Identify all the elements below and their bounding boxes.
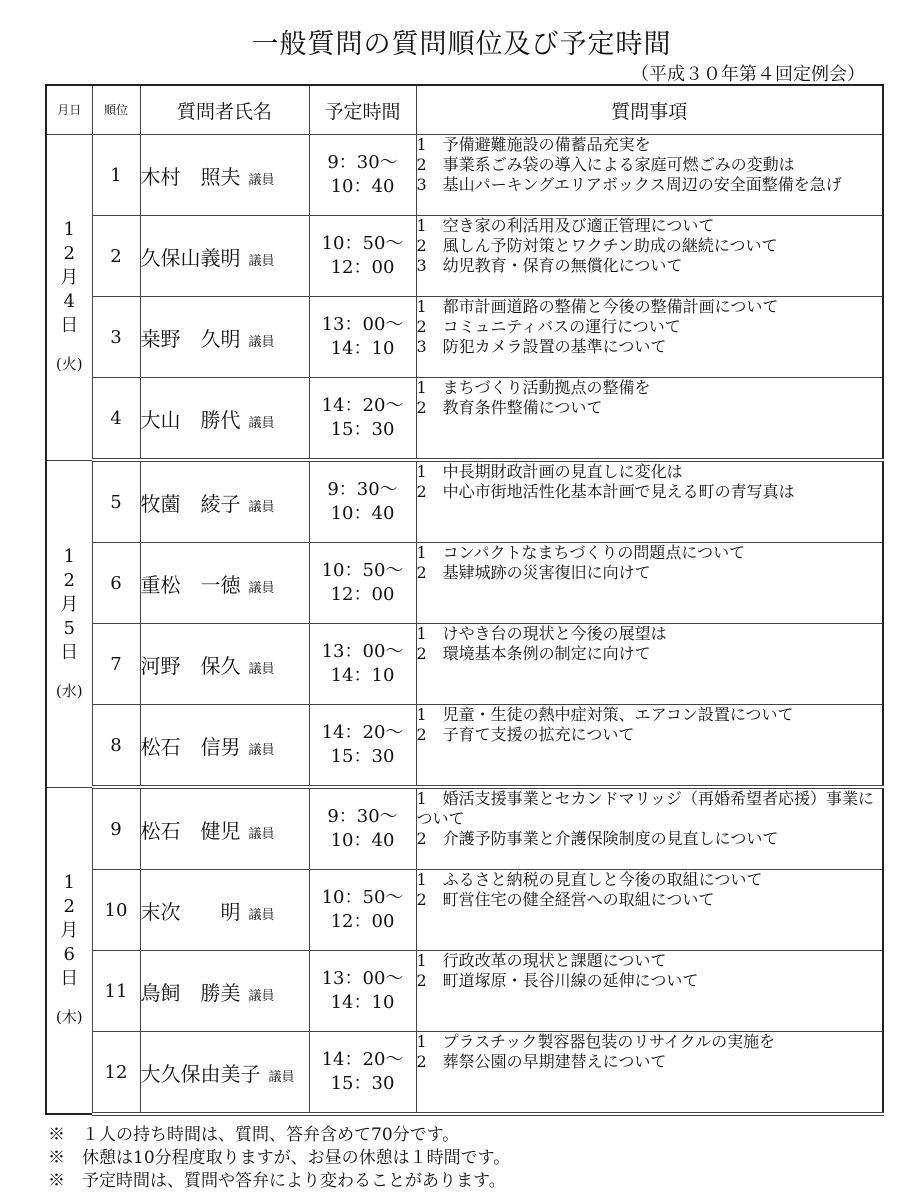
name-cell — [140, 870, 309, 951]
questioner-name: 松石 信男 — [140, 734, 241, 759]
items-cell — [416, 216, 883, 297]
table-header-row — [46, 85, 883, 135]
day-cell — [46, 787, 92, 1114]
question-item: 1 プラスチック製容器包装のリサイクルの実施を — [416, 1032, 776, 1051]
questioner-title: 議員 — [248, 661, 275, 677]
header-items: 質問事項 — [416, 85, 883, 135]
time-start: 14：20～ — [321, 722, 404, 743]
questioner-name: 重松 一徳 — [140, 572, 241, 597]
time-end: 15：30 — [330, 419, 395, 440]
header-name: 質問者氏名 — [140, 85, 309, 135]
questioner-name: 末次 明 — [140, 899, 241, 924]
time-start: 9：30～ — [327, 152, 398, 173]
items-cell — [416, 378, 883, 461]
table-row — [46, 624, 883, 705]
questioner-title: 議員 — [248, 334, 275, 350]
table-row — [46, 1032, 883, 1115]
time-start: 10：50～ — [321, 233, 404, 254]
time-end: 15：30 — [330, 746, 395, 767]
question-item: 2 環境基本条例の制定に向けて — [416, 644, 651, 663]
table-row — [46, 870, 883, 951]
time-cell — [309, 1032, 416, 1115]
questioner-title: 議員 — [248, 499, 275, 515]
questioner-title: 議員 — [248, 742, 275, 758]
time-end: 10：40 — [330, 830, 395, 851]
items-cell — [416, 135, 883, 216]
name-cell — [140, 297, 309, 378]
question-item: 1 都市計画道路の整備と今後の整備計画について — [416, 297, 779, 316]
question-item: 1 けやき台の現状と今後の展望は — [416, 624, 667, 643]
time-start: 14：20～ — [321, 395, 404, 416]
time-cell — [309, 216, 416, 297]
questioner-title: 議員 — [248, 907, 275, 923]
time-end: 10：40 — [330, 176, 395, 197]
questioner-title: 議員 — [268, 1069, 295, 1085]
rank-cell: 2 — [92, 216, 140, 297]
time-cell — [309, 543, 416, 624]
question-item: 2 コミュニティバスの運行について — [416, 317, 681, 336]
day-date: 12月6日 — [60, 872, 79, 990]
questioner-name: 鳥飼 勝美 — [140, 980, 241, 1005]
day-cell — [46, 460, 92, 787]
table-row — [46, 543, 883, 624]
rank-cell: 11 — [92, 951, 140, 1032]
questioner-name: 桒野 久明 — [140, 326, 241, 351]
question-item: 1 まちづくり活動拠点の整備を — [416, 378, 651, 397]
time-cell — [309, 624, 416, 705]
time-end: 15：30 — [330, 1073, 395, 1094]
rank-cell: 12 — [92, 1032, 140, 1115]
time-end: 14：10 — [330, 338, 395, 359]
question-item: 1 中長期財政計画の見直しに変化は — [416, 462, 683, 481]
name-cell — [140, 787, 309, 870]
items-cell — [416, 543, 883, 624]
questioner-name: 松石 健児 — [140, 818, 241, 843]
table-row — [46, 297, 883, 378]
items-cell — [416, 870, 883, 951]
name-cell — [140, 543, 309, 624]
day-date: 12月5日 — [60, 545, 79, 663]
header-time: 予定時間 — [309, 85, 416, 135]
name-cell — [140, 460, 309, 543]
items-cell — [416, 951, 883, 1032]
time-cell — [309, 297, 416, 378]
question-item: 1 行政改革の現状と課題について — [416, 951, 667, 970]
question-item: 1 婚活支援事業とセカンドマリッジ（再婚希望者応援）事業について — [416, 789, 875, 828]
question-item: 1 空き家の利活用及び適正管理について — [416, 216, 715, 235]
question-item: 1 ふるさと納税の見直しと今後の取組について — [416, 870, 763, 889]
page-title: 一般質問の質問順位及び予定時間 — [251, 29, 672, 60]
rank-cell: 4 — [92, 378, 140, 461]
time-cell — [309, 705, 416, 788]
questioner-title: 議員 — [248, 580, 275, 596]
question-item: 2 中心市街地活性化基本計画で見える町の青写真は — [416, 482, 795, 501]
questioner-name: 河野 保久 — [140, 653, 241, 678]
question-item: 1 コンパクトなまちづくりの問題点について — [416, 543, 746, 562]
question-item: 1 児童・生徒の熱中症対策、エアコン設置について — [416, 705, 794, 724]
table-row — [46, 135, 883, 216]
table-row — [46, 705, 883, 788]
table-row — [46, 460, 883, 543]
day-date: 12月4日 — [60, 219, 79, 337]
rank-cell: 3 — [92, 297, 140, 378]
day-weekday: (火) — [55, 355, 83, 374]
time-end: 12：00 — [330, 584, 395, 605]
question-item: 3 防犯カメラ設置の基準について — [416, 337, 667, 356]
question-item: 2 葬祭公園の早期建替えについて — [416, 1052, 667, 1071]
name-cell — [140, 951, 309, 1032]
time-cell — [309, 378, 416, 461]
time-cell — [309, 135, 416, 216]
question-item: 2 町営住宅の健全経営への取組について — [416, 890, 715, 909]
question-item: 1 予備避難施設の備蓄品充実を — [416, 135, 651, 154]
question-item: 2 介護予防事業と介護保険制度の見直しについて — [416, 829, 779, 848]
day-cell — [46, 135, 92, 461]
header-date: 月日 — [46, 85, 92, 135]
question-item: 3 基山パーキングエリアボックス周辺の安全面整備を急げ — [416, 175, 842, 194]
time-start: 14：20～ — [321, 1049, 404, 1070]
rank-cell: 1 — [92, 135, 140, 216]
time-start: 10：50～ — [321, 560, 404, 581]
time-start: 9：30～ — [327, 806, 398, 827]
time-cell — [309, 951, 416, 1032]
table-row — [46, 951, 883, 1032]
question-item: 2 子育て支援の拡充について — [416, 725, 635, 744]
rank-cell: 9 — [92, 787, 140, 870]
items-cell — [416, 624, 883, 705]
time-end: 12：00 — [330, 257, 395, 278]
note-line: ※ 休憩は10分程度取りますが、お昼の休憩は１時間です。 — [48, 1148, 511, 1168]
time-end: 12：00 — [330, 911, 395, 932]
time-end: 14：10 — [330, 665, 395, 686]
questioner-name: 木村 照夫 — [140, 164, 241, 189]
time-end: 14：10 — [330, 992, 395, 1013]
items-cell — [416, 297, 883, 378]
questioner-name: 久保山義明 — [140, 245, 241, 270]
notes — [48, 1124, 510, 1193]
questioner-title: 議員 — [248, 172, 275, 188]
time-start: 13：00～ — [321, 641, 404, 662]
questioner-name: 大山 勝代 — [140, 407, 241, 432]
page-subtitle: （平成３０年第４回定例会） — [631, 64, 865, 85]
name-cell — [140, 1032, 309, 1115]
rank-cell: 8 — [92, 705, 140, 788]
table-row — [46, 378, 883, 461]
items-cell — [416, 787, 883, 870]
name-cell — [140, 135, 309, 216]
questioner-title: 議員 — [248, 988, 275, 1004]
name-cell — [140, 624, 309, 705]
question-item: 2 教育条件整備について — [416, 398, 603, 417]
name-cell — [140, 378, 309, 461]
rank-cell: 7 — [92, 624, 140, 705]
header-rank: 順位 — [92, 85, 140, 135]
questioner-title: 議員 — [248, 826, 275, 842]
question-item: 2 風しん予防対策とワクチン助成の継続について — [416, 236, 778, 255]
time-cell — [309, 870, 416, 951]
questioner-name: 牧薗 綾子 — [140, 491, 241, 516]
time-start: 13：00～ — [321, 968, 404, 989]
time-cell — [309, 460, 416, 543]
rank-cell: 6 — [92, 543, 140, 624]
note-line: ※ 予定時間は、質問や答弁により変わることがあります。 — [48, 1171, 506, 1191]
name-cell — [140, 216, 309, 297]
name-cell — [140, 705, 309, 788]
question-item: 3 幼児教育・保育の無償化について — [416, 256, 683, 275]
question-item: 2 基肄城跡の災害復旧に向けて — [416, 563, 651, 582]
table-row — [46, 216, 883, 297]
time-start: 13：00～ — [321, 314, 404, 335]
note-line: ※ １人の持ち時間は、質問、答弁含めて70分です。 — [48, 1125, 460, 1145]
time-start: 9：30～ — [327, 479, 398, 500]
items-cell — [416, 460, 883, 543]
questioner-title: 議員 — [248, 253, 275, 269]
table-row — [46, 787, 883, 870]
rank-cell: 10 — [92, 870, 140, 951]
items-cell — [416, 705, 883, 788]
day-weekday: (水) — [55, 681, 83, 700]
rank-cell: 5 — [92, 460, 140, 543]
questioner-title: 議員 — [248, 415, 275, 431]
time-start: 10：50～ — [321, 887, 404, 908]
items-cell — [416, 1032, 883, 1115]
question-item: 2 事業系ごみ袋の導入による家庭可燃ごみの変動は — [416, 155, 795, 174]
schedule-table — [45, 84, 884, 1116]
questioner-name: 大久保由美子 — [140, 1061, 261, 1086]
time-cell — [309, 787, 416, 870]
time-end: 10：40 — [330, 503, 395, 524]
question-item: 2 町道塚原・長谷川線の延伸について — [416, 971, 699, 990]
day-weekday: (木) — [55, 1008, 83, 1027]
